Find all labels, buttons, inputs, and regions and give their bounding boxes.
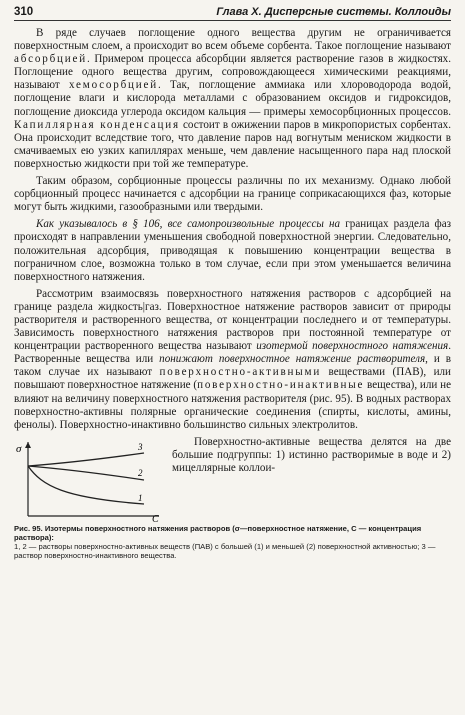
figure-caption — [14, 524, 451, 560]
curve-label-1: 1 — [138, 492, 143, 503]
paragraph-text: Рассмотрим взаимосвязь поверхностного натяжения растворов с адсорбцией на границе раздела жидкость|газ. Поверхностное натяжение растворов зависит от природы растворителя и растворенного вещества, от концентрации последнего и от температуры. Зависимость поверхностного натяжения растворов при постоянной температуре от концентрации растворенного вещества называют — [14, 287, 451, 353]
caption-title: Рис. 95. Изотермы поверхностного натяжения растворов (σ—поверхностное натяжение, C — концентрация раствора): — [14, 523, 422, 542]
term-capillary-condensation: Капиллярная конденсация — [14, 118, 180, 131]
isotherm-figure — [14, 436, 164, 522]
curve-2 — [28, 466, 144, 480]
paragraph-text: . Растворенные вещества или — [14, 340, 451, 366]
paragraph-surfactant-groups: Поверхностно-активные вещества делятся на две большие подгруппы: 1) истинно растворимые в воде и 2) мицеллярные коллои- — [172, 435, 451, 474]
page-header — [14, 6, 451, 21]
y-axis-arrow — [25, 442, 31, 448]
page-number: 310 — [14, 6, 34, 18]
paragraph-text: вещества), или не влияют на величину поверхностного натяжения растворителя (рис. 95). В водных растворах поверхностно-активны полярные органические соединения (спирты, кислоты, амины, фенолы). Поверхностно-инактивно большинство сильных электролитов. — [14, 379, 451, 431]
caption-body: 1, 2 — растворы поверхностно-активных веществ (ПАВ) с большей (1) и меньшей (2) поверхностной активностью; 3 — раствор поверхностно-инактивного вещества. — [14, 542, 436, 561]
paragraph-text: состоит в ожижении паров в микропористых сорбентах. Она происходит вследствие того, что давление паров над вогнутым мениском жидкости в смачиваемых ею узких капиллярах меньше, чем давление насыщенного пара над плоской поверхностью жидкости при той же температуре. — [14, 118, 451, 170]
paragraph-free-energy — [14, 218, 451, 283]
term-chemisorption: хемосорбцией — [68, 79, 158, 92]
curve-label-3: 3 — [138, 441, 143, 452]
paragraph-text: . Так, поглощение аммиака или хлороводорода водой, поглощение влаги и кислорода металлами с образованием оксидов и гидроксидов, поглощение диоксида углерода оксидом кальция — примеры хемосорбционных процессов. — [14, 79, 451, 118]
paragraph-text: веществами (ПАВ), или повышают поверхностное натяжение ( — [14, 366, 451, 392]
paragraph-text: Как указывалось в § 106, все самопроизвольные процессы на — [36, 218, 341, 231]
y-axis-label: σ — [16, 442, 22, 455]
term-absorption: абсорбцией — [14, 53, 87, 66]
curve-3 — [28, 453, 144, 466]
paragraph-text: границах раздела фаз происходят в направлении уменьшения свободной поверхностной энергии. Следовательно, положительная адсорбция, приводящая к повышению концентрации вещества в пограничном слое, возможна только в том случае, если при этом уменьшается величина поверхностного натяжения. — [14, 218, 451, 283]
chapter-title: Глава X. Дисперсные системы. Коллоиды — [216, 6, 451, 18]
curve-label-2: 2 — [138, 467, 143, 478]
term-surfactant: поверхностно-активными — [159, 366, 322, 379]
paragraph-text: , и в таком случае их называют — [14, 353, 452, 379]
paragraph-absorption — [14, 27, 451, 171]
paragraph-text: . Примером процесса абсорбции является растворение газов в жидкостях. Поглощение одного вещества другим, сопровождающееся химическими реакциями, называют — [14, 53, 451, 92]
figure-side-text — [164, 436, 451, 522]
term-inactive: поверхностно-инактивные — [197, 379, 365, 392]
paragraph-sorption-mechanism: Таким образом, сорбционные процессы различны по их механизму. Однако любой сорбционный процесс начинается с адсорбции на границе соприкасающихся фаз, которые могут быть жидкими, газообразными или твердыми. — [14, 175, 451, 214]
figure-block — [14, 436, 451, 560]
x-axis-label: C — [152, 513, 159, 522]
emphasis-lowering: понижают поверхностное натяжение растворителя — [159, 353, 426, 366]
term-isotherm: изотермой поверхностного натяжения — [256, 340, 449, 353]
paragraph-text: В ряде случаев поглощение одного вещества другим не ограничивается поверхностным слоем, а происходит во всем объеме сорбента. Такое поглощение называют — [14, 27, 451, 53]
paragraph-surface-tension — [14, 288, 451, 432]
